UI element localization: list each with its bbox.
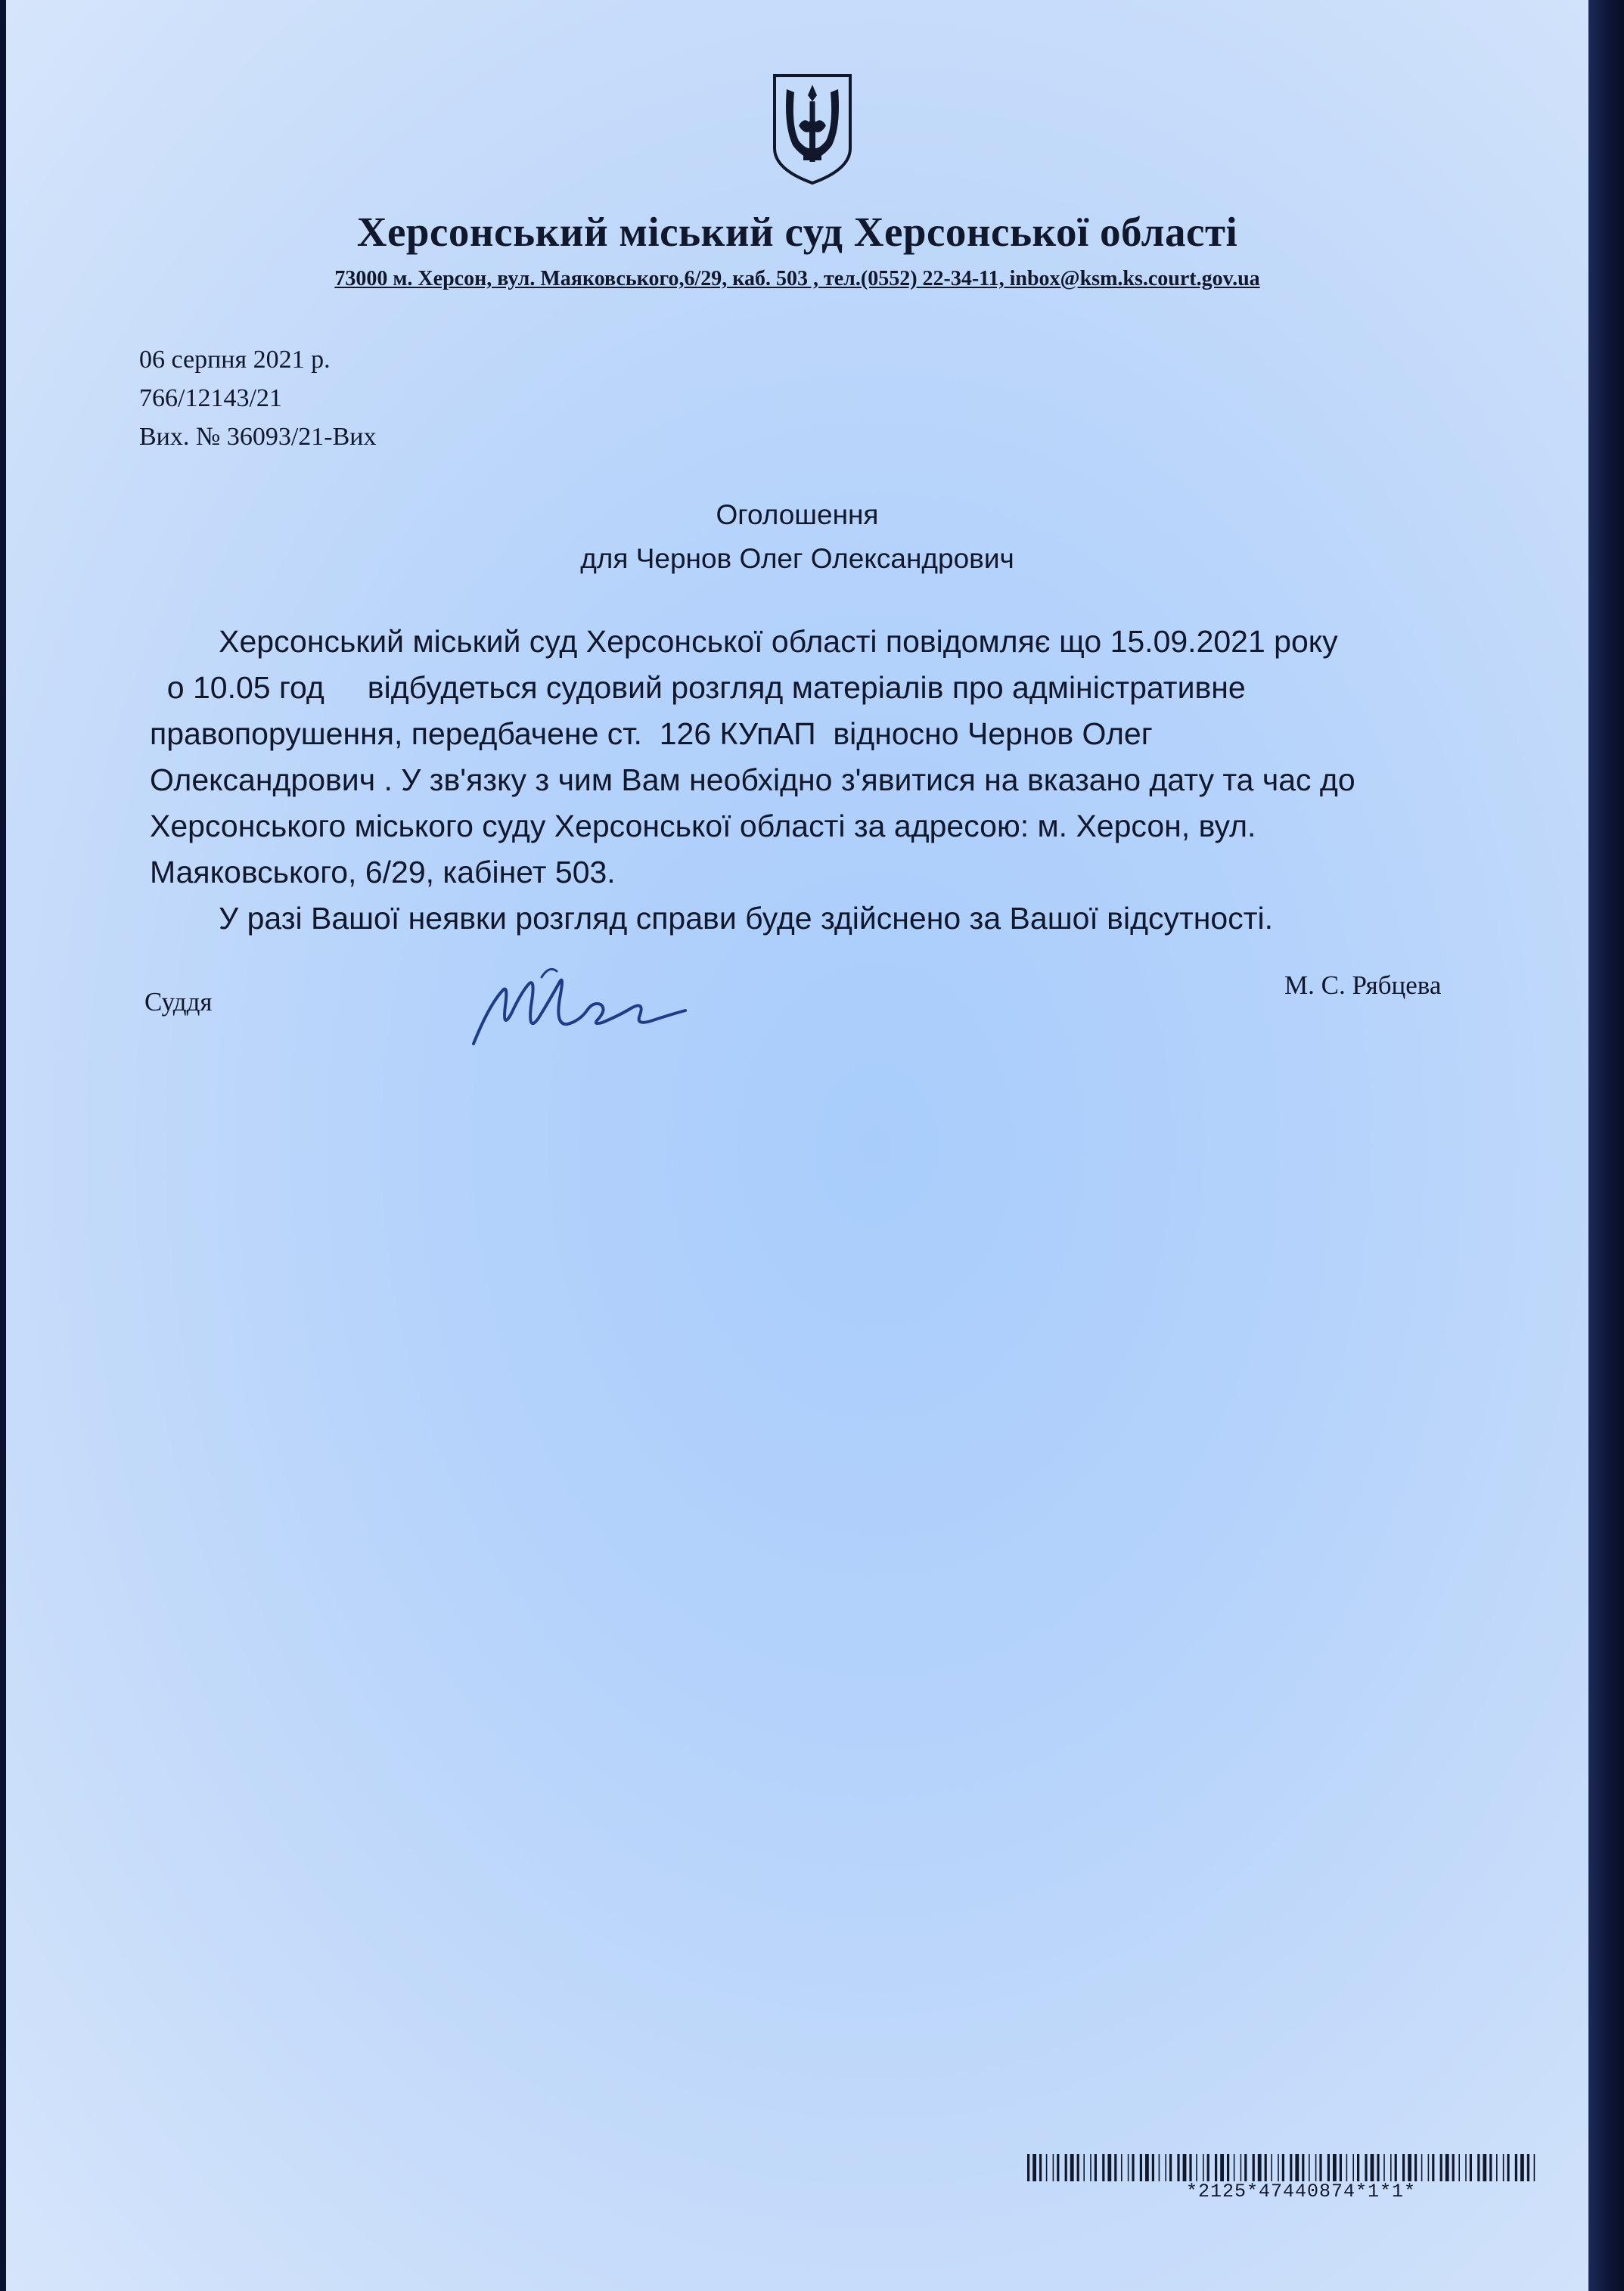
barcode-text: *2125*47440874*1*1* — [1186, 2181, 1417, 2203]
announcement-body — [150, 619, 1511, 942]
body-line: Олександрович . У зв'язку з чим Вам необхідно з'явитися на вказано дату та час до — [150, 762, 1355, 797]
body-line: Маяковського, 6/29, кабінет 503. — [150, 855, 616, 889]
document-meta — [139, 340, 376, 456]
judge-name: М. С. Рябцева — [1284, 970, 1442, 1000]
court-address: 73000 м. Херсон, вул. Маяковського,6/29, каб. 503 , тел.(0552) 22-34-11, inbox@ksm.ks.court.gov.ua — [334, 267, 1260, 290]
body-line: У разі Вашої неявки розгляд справи буде здійснено за Вашої відсутності. — [150, 901, 1273, 936]
body-line: Херсонського міського суду Херсонської області за адресою: м. Херсон, вул. — [150, 809, 1256, 843]
body-line: правопорушення, передбачене ст. 126 КУпАП відносно Чернов Олег — [150, 716, 1153, 751]
paper-sheet — [6, 0, 1588, 2291]
document-date: 06 серпня 2021 р. — [139, 346, 331, 374]
body-line: Херсонський міський суд Херсонської області повідомляє що 15.09.2021 року — [150, 624, 1338, 659]
court-name: Херсонський міський суд Херсонської області — [356, 209, 1238, 255]
background-shadow — [1588, 0, 1624, 2291]
judge-label: Суддя — [144, 987, 213, 1017]
barcode-icon — [1027, 2154, 1540, 2181]
announcement-recipient: для Чернов Олег Олександрович — [580, 543, 1014, 574]
outgoing-number: Вих. № 36093/21-Вих — [139, 423, 377, 451]
coat-of-arms-icon — [770, 73, 855, 186]
announcement-title — [6, 493, 1588, 581]
body-line: о 10.05 год відбудеться судовий розгляд матеріалів про адміністративне — [150, 670, 1246, 705]
announcement-heading: Оголошення — [716, 499, 879, 530]
handwritten-signature — [466, 961, 693, 1059]
case-number: 766/12143/21 — [139, 384, 282, 412]
